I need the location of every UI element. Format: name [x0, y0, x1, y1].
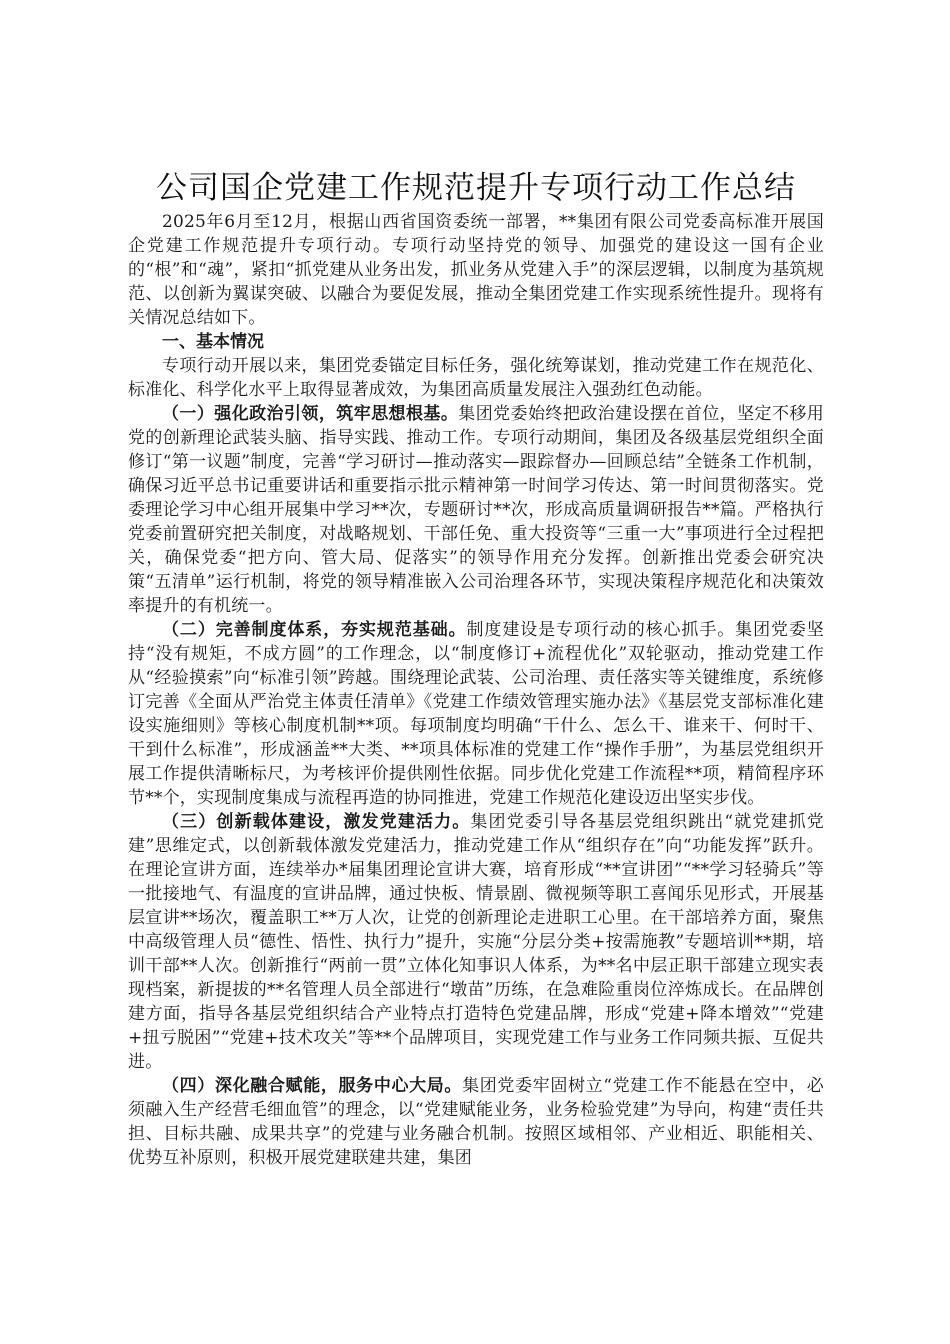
section-heading-basic-situation: 一、基本情况	[162, 332, 264, 352]
item-lead: （二）完善制度体系，夯实规范基础。	[162, 620, 467, 640]
item-text: 制度建设是专项行动的核心抓手。集团党委坚持“没有规矩，不成方圆”的工作理念，以“制度修订+流程优化”双轮驱动，推动党建工作从“经验摸索”向“标准引领”跨越。围绕理论武装、公司治理、责任落实等关键维度，系统修订完善《全面从严治党主体责任清单》《党建工作绩效管理实施办法》《基层党支部标准化建设实施细则》等核心制度机制**项。每项制度均明确“干什么、怎么干、谁来干、何时干、干到什么标准”，形成涵盖**大类、**项具体标准的党建工作“操作手册”，为基层党组织开展工作提供清晰标尺，为考核评价提供刚性依据。同步优化党建工作流程**项，精简程序环节**个，实现制度集成与流程再造的协同推进，党建工作规范化建设迈出坚实步伐。	[128, 620, 825, 808]
document-title: 公司国企党建工作规范提升专项行动工作总结	[156, 170, 796, 206]
item-lead: （四）深化融合赋能，服务中心大局。	[162, 1076, 463, 1096]
item-paragraph-political-guidance	[128, 402, 824, 618]
item-paragraph-integration	[128, 1074, 824, 1170]
item-paragraph-innovation-carriers	[128, 810, 824, 1074]
document-page	[128, 168, 824, 1170]
item-paragraph-institutional-system	[128, 618, 824, 810]
item-text: 集团党委始终把政治建设摆在首位，坚定不移用党的创新理论武装头脑、指导实践、推动工作。专项行动期间，集团及各级基层党组织全面修订“第一议题”制度，完善“学习研讨—推动落实—跟踪督办—回顾总结”全链条工作机制，确保习近平总书记重要讲话和重要指示批示精神第一时间学习传达、第一时间贯彻落实。党委理论学习中心组开展集中学习**次，专题研讨**次，形成高质量调研报告**篇。严格执行党委前置研究把关制度，对战略规划、干部任免、重大投资等“三重一大”事项进行全过程把关，确保党委“把方向、管大局、促落实”的领导作用充分发挥。创新推出党委会研究决策“五清单”运行机制，将党的领导精准嵌入公司治理各环节，实现决策程序规范化和决策效率提升的有机统一。	[128, 404, 825, 616]
item-text: 集团党委引导各基层党组织跳出“就党建抓党建”思维定式，以创新载体激发党建活力，推动党建工作从“组织存在”向“功能发挥”跃升。在理论宣讲方面，连续举办*届集团理论宣讲大赛，培育形成“**宣讲团”“**学习轻骑兵”等一批接地气、有温度的宣讲品牌，通过快板、情景剧、微视频等职工喜闻乐见形式，开展基层宣讲**场次，覆盖职工**万人次，让党的创新理论走进职工心里。在干部培养方面，聚焦中高级管理人员“德性、悟性、执行力”提升，实施“分层分类+按需施教”专题培训**期，培训干部**人次。创新推行“两前一贯”立体化知事识人体系，为**名中层正职干部建立现实表现档案，新提拔的**名管理人员全部进行“墩苗”历练，在急难险重岗位淬炼成长。在品牌创建方面，指导各基层党组织结合产业特点打造特色党建品牌，形成“党建+降本增效”“党建+扭亏脱困”“党建+技术攻关”等**个品牌项目，实现党建工作与业务工作同频共振、互促共进。	[128, 812, 824, 1072]
section-intro-paragraph: 专项行动开展以来，集团党委锚定目标任务，强化统筹谋划，推动党建工作在规范化、标准化、科学化水平上取得显著成效，为集团高质量发展注入强劲红色动能。	[128, 356, 824, 400]
item-text: 集团党委牢固树立“党建工作不能悬在空中，必须融入生产经营毛细血管”的理念，以“党建赋能业务，业务检验党建”为导向，构建“责任共担、目标共融、成果共享”的党建与业务融合机制。按照区域相邻、产业相近、职能相关、优势互补原则，积极开展党建联建共建，集团	[128, 1076, 824, 1168]
intro-paragraph: 2025年6月至12月，根据山西省国资委统一部署，**集团有限公司党委高标准开展国企党建工作规范提升专项行动。专项行动坚持党的领导、加强党的建设这一国有企业的“根”和“魂”，紧扣“抓党建从业务出发，抓业务从党建入手”的深层逻辑，以制度为基筑规范、以创新为翼谋突破、以融合为要促发展，推动全集团党建工作实现系统性提升。现将有关情况总结如下。	[128, 212, 824, 328]
item-lead: （一）强化政治引领，筑牢思想根基。	[162, 404, 459, 424]
item-lead: （三）创新载体建设，激发党建活力。	[162, 812, 471, 832]
